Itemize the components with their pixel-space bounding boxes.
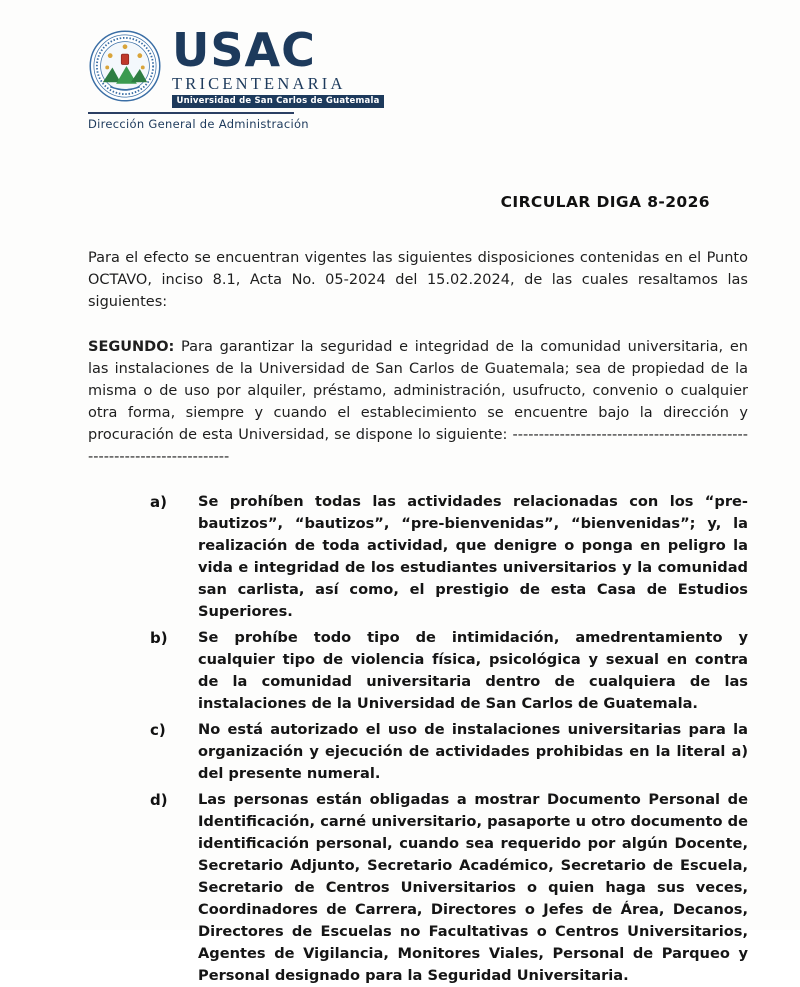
segundo-label: SEGUNDO: [88, 339, 175, 356]
segundo-body: Para garantizar la seguridad e integridad de la comunidad universitaria, en las instalaciones de la Universidad de San Carlos de Guatemala; sea de propiedad de la misma o de uso por alquiler, préstamo, administración, usufructo, convenio o cualquier otra forma, siempre y cuando el establecimiento se encuentre bajo la dirección y procuración de esta Universidad, se dispone lo siguiente: [88, 339, 748, 444]
dash-filler: ------------------------------------------------------------------------ [88, 427, 748, 466]
usac-logo [88, 23, 748, 108]
division-name: Dirección General de Administración [88, 117, 309, 132]
segundo-paragraph [88, 336, 748, 468]
item-label: c) [150, 721, 166, 740]
disposition-list [150, 491, 748, 987]
item-text: Las personas están obligadas a mostrar Documento Personal de Identificación, carné universitario, pasaporte u otro documento de identificación personal, cuando sea requerido por algún Docente, Secretario Adjunto, Secretario Académico, Secretario de Escuela, Secretario de Centros Universitarios o quien haga sus veces, Coordinadores de Carrera, Directores o Jefes de Área, Decanos, Directores de Escuelas no Facultativas o Centros Universitarios, Agentes de Vigilancia, Monitores Viales, Personal de Parqueo y Personal designado para la Seguridad Universitaria. [198, 791, 748, 985]
list-item-d [150, 789, 748, 987]
item-label: a) [150, 493, 167, 512]
usac-acronym: USAC [172, 23, 316, 77]
usac-wordmark [172, 23, 384, 108]
division-rule [88, 112, 294, 114]
intro-paragraph: Para el efecto se encuentran vigentes las siguientes disposiciones contenidas en el Punto OCTAVO, inciso 8.1, Acta No. 05-2024 del 15.02.2024, de las cuales resaltamos las siguientes: [88, 250, 748, 311]
item-text: Se prohíben todas las actividades relacionadas con los “pre-bautizos”, “bautizos”, “pre-bienvenidas”, “bienvenidas”; y, la realización de toda actividad, que denigre o ponga en peligro la vida e integridad de los estudiantes universitarios y la comunidad san carlista, así como, el prestigio de esta Casa de Estudios Superiores. [198, 493, 748, 621]
universidad-bar: Universidad de San Carlos de Guatemala [172, 95, 384, 108]
item-text: Se prohíbe todo tipo de intimidación, amedrentamiento y cualquier tipo de violencia física, psicológica y sexual en contra de la comunidad universitaria dentro de cualquiera de las instalaciones de la Universidad de San Carlos de Guatemala. [198, 629, 748, 713]
item-label: b) [150, 629, 168, 648]
item-label: d) [150, 791, 168, 810]
item-text: No está autorizado el uso de instalaciones universitarias para la organización y ejecución de actividades prohibidas en la literal a) del presente numeral. [198, 721, 748, 783]
list-item-a [150, 491, 748, 623]
usac-seal-icon [88, 28, 162, 104]
tricentenaria-label: TRICENTENARIA [172, 74, 346, 94]
circular-title: CIRCULAR DIGA 8-2026 [500, 193, 710, 212]
list-item-c [150, 719, 748, 785]
list-item-b [150, 627, 748, 715]
